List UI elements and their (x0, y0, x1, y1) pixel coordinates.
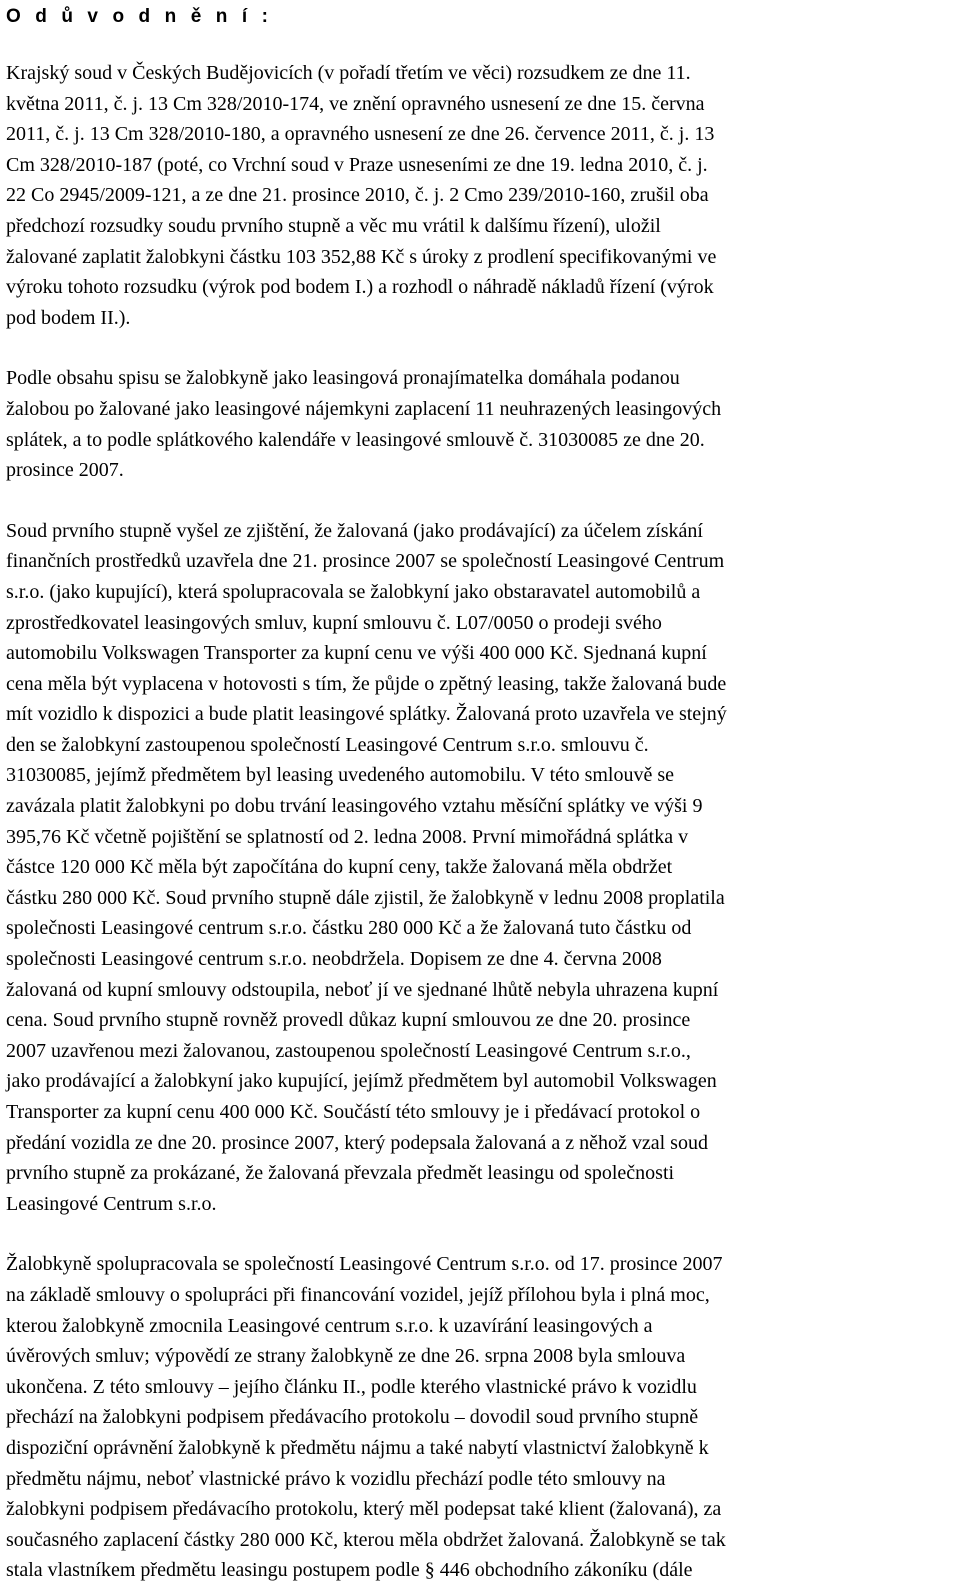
paragraph-court-decision: Krajský soud v Českých Budějovicích (v pořadí třetím ve věci) rozsudkem ze dne 11. května 2011, č. j. 13 Cm 328/2010-174, ve znění opravného usnesení ze dne 15. června 2011, č. j. 13 Cm 328/2010-180, a opravného usnesení ze dne 26. července 2011, č. j. 13 Cm 328/2010-187 (poté, co Vrchní soud v Praze usneseními ze dne 19. ledna 2010, č. j. 22 Co 2945/2009-121, a ze dne 21. prosince 2010, č. j. 2 Cmo 239/2010-160, zrušil oba předchozí rozsudky soudu prvního stupně a věc mu vrátil k dalšímu řízení), uložil žalované zaplatit žalobkyni částku 103 352,88 Kč s úroky z prodlení specifikovanými ve výroku tohoto rozsudku (výrok pod bodem I.) a rozhodl o náhradě nákladů řízení (výrok pod bodem II.). (6, 62, 717, 329)
section-heading: O d ů v o d n ě n í : (6, 6, 273, 27)
document-page (6, 0, 950, 1586)
paragraph-claim: Podle obsahu spisu se žalobkyně jako leasingová pronajímatelka domáhala podanou žalobou po žalované jako leasingové nájemkyni zaplacení 11 neuhrazených leasingových splátek, a to podle splátkového kalendáře v leasingové smlouvě č. 31030085 ze dne 20. prosince 2007. (6, 367, 722, 482)
paragraph-first-instance-findings: Soud prvního stupně vyšel ze zjištění, že žalovaná (jako prodávající) za účelem získání finančních prostředků uzavřela dne 21. prosince 2007 se společností Leasingové Centrum s.r.o. (jako kupující), která spolupracovala se žalobkyní jako obstaravatel automobilů a zprostředkovatel leasingových smluv, kupní smlouvu č. L07/0050 o prodeji svého automobilu Volkswagen Transporter za kupní cenu ve výši 400 000 Kč. Sjednaná kupní cena měla být vyplacena v hotovosti s tím, že půjde o zpětný leasing, takže žalovaná bude mít vozidlo k dispozici a bude platit leasingové splátky. Žalovaná proto uzavřela ve stejný den se žalobkyní zastoupenou společností Leasingové Centrum s.r.o. smlouvu č. 31030085, jejímž předmětem byl leasing uvedeného automobilu. V této smlouvě se zavázala platit žalobkyni po dobu trvání leasingového vztahu měsíční splátky ve výši 9 395,76 Kč včetně pojištění se splatností od 2. ledna 2008. První mimořádná splátka v částce 120 000 Kč měla být započítána do kupní ceny, takže žalovaná měla obdržet částku 280 000 Kč. Soud prvního stupně dále zjistil, že žalobkyně v lednu 2008 proplatila společnosti Leasingové centrum s.r.o. částku 280 000 Kč a že žalovaná tuto částku od společnosti Leasingové centrum s.r.o. neobdržela. Dopisem ze dne 4. června 2008 žalovaná od kupní smlouvy odstoupila, neboť jí ve sjednané lhůtě nebyla uhrazena kupní cena. Soud prvního stupně rovněž provedl důkaz kupní smlouvou ze dne 20. prosince 2007 uzavřenou mezi žalovanou, zastoupenou společností Leasingové Centrum s.r.o., jako prodávající a žalobkyní jako kupující, jejímž předmětem byl automobil Volkswagen Transporter za kupní cenu 400 000 Kč. Součástí této smlouvy je i předávací protokol o předání vozidla ze dne 20. prosince 2007, který podepsala žalovaná a z něhož vzal soud prvního stupně za prokázané, že žalovaná převzala předmět leasingu od společnosti Leasingové Centrum s.r.o. (6, 519, 727, 1215)
paragraph-cooperation: Žalobkyně spolupracovala se společností Leasingové Centrum s.r.o. od 17. prosince 2007 na základě smlouvy o spolupráci při financování vozidel, jejíž přílohou byla i plná moc, kterou žalobkyně zmocnila Leasingové centrum s.r.o. k uzavírání leasingových a úvěrových smluv; výpovědí ze strany žalobkyně ze dne 26. srpna 2008 byla smlouva ukončena. Z této smlouvy – jejího článku II., podle kterého vlastnické právo k vozidlu přechází na žalobkyni podpisem předávacího protokolu – dovodil soud prvního stupně dispoziční oprávnění žalobkyně k předmětu nájmu a také nabytí vlastnictví žalobkyně k předmětu nájmu, neboť vlastnické právo k vozidlu přechází podle této smlouvy na žalobkyni podpisem předávacího protokolu, který měl podepsat také klient (žalovaná), za současného zaplacení částky 280 000 Kč, kterou měla obdržet žalovaná. Žalobkyně se tak stala vlastníkem předmětu leasingu postupem podle § 446 obchodního zákoníku (dále (6, 1253, 726, 1582)
heading-spacer (6, 32, 950, 58)
